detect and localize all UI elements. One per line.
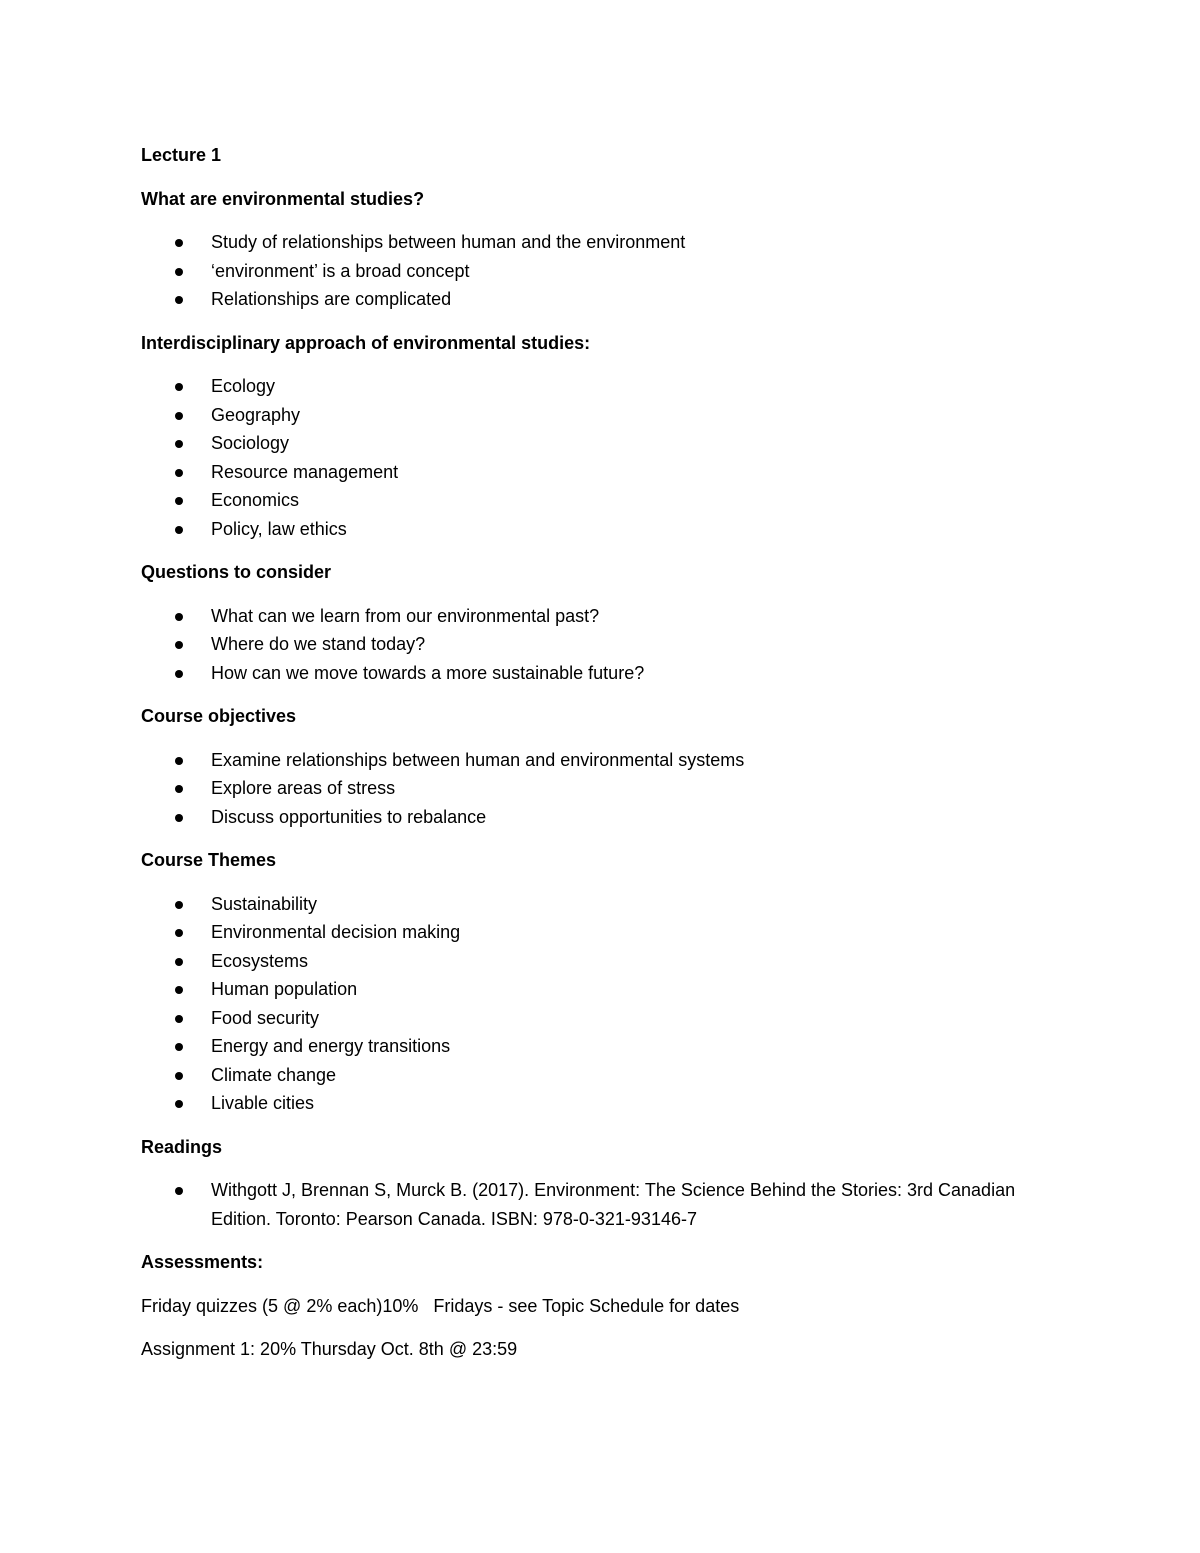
bullet-icon <box>175 986 183 994</box>
list-item: Where do we stand today? <box>141 630 1041 659</box>
assessments-heading: Assessments: <box>141 1252 264 1272</box>
list-item: Sociology <box>141 429 1041 458</box>
bullet-icon <box>175 670 183 678</box>
list-item: Policy, law ethics <box>141 515 1041 544</box>
bullet-list <box>141 372 1041 543</box>
list-item: Livable cities <box>141 1089 1041 1118</box>
bullet-icon <box>175 1100 183 1108</box>
list-item: Human population <box>141 975 1041 1004</box>
list-item: Examine relationships between human and environmental systems <box>141 746 1041 775</box>
bullet-list <box>141 746 1041 832</box>
bullet-icon <box>175 641 183 649</box>
list-item: Geography <box>141 401 1041 430</box>
list-item: ‘environment’ is a broad concept <box>141 257 1041 286</box>
list-item: Energy and energy transitions <box>141 1032 1041 1061</box>
bullet-icon <box>175 757 183 765</box>
bullet-icon <box>175 268 183 276</box>
list-item: Explore areas of stress <box>141 774 1041 803</box>
list-item: How can we move towards a more sustainable future? <box>141 659 1041 688</box>
bullet-icon <box>175 929 183 937</box>
list-item: Economics <box>141 486 1041 515</box>
list-item: Resource management <box>141 458 1041 487</box>
document-body <box>141 141 1041 1379</box>
list-item: Study of relationships between human and the environment <box>141 228 1041 257</box>
bullet-icon <box>175 814 183 822</box>
bullet-icon <box>175 901 183 909</box>
list-item: Environmental decision making <box>141 918 1041 947</box>
list-item: Sustainability <box>141 890 1041 919</box>
section-heading: Interdisciplinary approach of environmental studies: <box>141 332 591 353</box>
section-heading: Course objectives <box>141 706 297 726</box>
section-heading: What are environmental studies? <box>141 188 425 209</box>
bullet-icon <box>175 958 183 966</box>
bullet-icon <box>175 239 183 247</box>
list-item: Withgott J, Brennan S, Murck B. (2017). Environment: The Science Behind the Stories: 3rd Canadian Edition. Toronto: Pearson Canada. ISBN: 978-0-321-93146-7 <box>141 1176 1041 1233</box>
list-item: Climate change <box>141 1061 1041 1090</box>
bullet-icon <box>175 440 183 448</box>
bullet-icon <box>175 1043 183 1051</box>
bullet-icon <box>175 1015 183 1023</box>
list-item: What can we learn from our environmental past? <box>141 602 1041 631</box>
section-heading: Questions to consider <box>141 562 332 582</box>
bullet-icon <box>175 785 183 793</box>
section-heading: Readings <box>141 1136 223 1157</box>
lecture-title: Lecture 1 <box>141 145 222 165</box>
bullet-icon <box>175 613 183 621</box>
list-item: Ecology <box>141 372 1041 401</box>
bullet-list <box>141 1176 1041 1233</box>
bullet-list <box>141 228 1041 314</box>
bullet-list <box>141 890 1041 1118</box>
list-item: Relationships are complicated <box>141 285 1041 314</box>
list-item: Ecosystems <box>141 947 1041 976</box>
bullet-icon <box>175 296 183 304</box>
list-item: Food security <box>141 1004 1041 1033</box>
bullet-icon <box>175 1072 183 1080</box>
bullet-icon <box>175 469 183 477</box>
bullet-icon <box>175 1187 183 1195</box>
bullet-list <box>141 602 1041 688</box>
bullet-icon <box>175 497 183 505</box>
bullet-icon <box>175 526 183 534</box>
bullet-icon <box>175 412 183 420</box>
list-item: Discuss opportunities to rebalance <box>141 803 1041 832</box>
section-heading: Course Themes <box>141 850 277 870</box>
assessment-line: Assignment 1: 20% Thursday Oct. 8th @ 23:59 <box>141 1339 518 1359</box>
bullet-icon <box>175 383 183 391</box>
assessment-line: Friday quizzes (5 @ 2% each)10% Fridays - see Topic Schedule for dates <box>141 1295 740 1316</box>
